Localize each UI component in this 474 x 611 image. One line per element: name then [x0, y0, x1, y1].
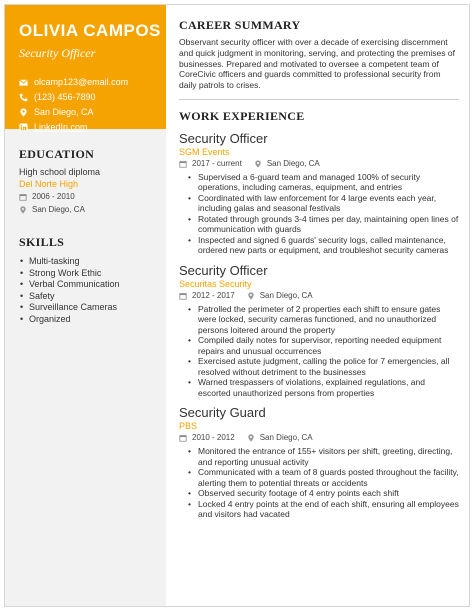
- header-banner: [5, 5, 166, 132]
- job-bullet: • Rotated through grounds 3-4 times per day, maintaining open lines of communication with guards: [179, 214, 459, 235]
- calendar-icon: [19, 193, 27, 201]
- job-dates: 2017 - current: [192, 158, 242, 168]
- education-dates-row: [19, 192, 166, 202]
- summary-text: Observant security officer with over a decade of exercising discernment and quick judgment in monitoring, serving, and protecting the premises of businesses. Prepared and motivated to oversee a competent team of CoreCivic officers and guards committed to professional security from daily patrols to crises.: [179, 37, 455, 91]
- contact-phone[interactable]: [19, 90, 166, 105]
- job-bullets: [179, 304, 459, 399]
- job-bullet: • Compiled daily notes for supervisor, reporting needed equipment repairs and unusual occurrences: [179, 335, 459, 356]
- location-pin-icon: [247, 292, 255, 300]
- skills-section: [5, 215, 166, 325]
- contact-list: [19, 75, 166, 135]
- job-entry: [179, 131, 459, 256]
- section-divider: [179, 99, 459, 100]
- job-bullet: • Locked 4 entry points at the end of each shift, ensuring all employees and visitors had vacated: [179, 499, 459, 520]
- education-location-row: [19, 205, 166, 215]
- email-text: olcamp123@email.com: [34, 77, 129, 87]
- job-title: Security Guard: [179, 405, 266, 421]
- job-bullet: • Monitored the entrance of 155+ visitors per shift, greeting, directing, and reporting unusual activity: [179, 446, 459, 467]
- job-bullet: • Communicated with a team of 8 guards posted throughout the facility, alerting them to potential threats or accidents: [179, 467, 459, 488]
- candidate-name: OLIVIA CAMPOS: [19, 21, 161, 40]
- location-pin-icon: [19, 108, 28, 117]
- job-title: Security Officer: [179, 130, 268, 146]
- phone-text: (123) 456-7890: [34, 92, 96, 102]
- education-degree: High school diploma: [19, 167, 101, 177]
- job-location: San Diego, CA: [259, 433, 313, 443]
- education-school: Del Norte High: [19, 179, 79, 189]
- job-dates: 2010 - 2012: [192, 433, 235, 443]
- candidate-role: Security Officer: [19, 46, 96, 60]
- skills-list: [19, 256, 166, 325]
- job-meta: [179, 433, 459, 443]
- job-entry: [179, 263, 459, 399]
- job-bullet: • Coordinated with law enforcement for 4 large events each year, including galas and seasonal festivals: [179, 193, 459, 214]
- phone-icon: [19, 93, 28, 102]
- job-bullet: • Observed security footage of 4 entry points each shift: [179, 488, 459, 499]
- calendar-icon: [179, 434, 187, 442]
- skill-item: • Safety: [19, 291, 166, 303]
- job-bullet: • Supervised a 6-guard team and managed 100% of security operations, including cameras, equipment, and entries: [179, 172, 459, 193]
- summary-title: CAREER SUMMARY: [179, 18, 301, 32]
- skill-item: • Verbal Communication: [19, 279, 166, 291]
- job-title: Security Officer: [179, 262, 268, 278]
- job-bullet: • Warned trespassers of violations, explained regulations, and escorted unauthorized persons from properties: [179, 377, 459, 398]
- education-dates: 2006 - 2010: [32, 192, 75, 201]
- location-pin-icon: [247, 434, 255, 442]
- job-bullet: • Exercised astute judgment, calling the police for 7 emergencies, all resolved without detriment to the businesses: [179, 356, 459, 377]
- job-location: San Diego, CA: [266, 158, 320, 168]
- location-text: San Diego, CA: [34, 107, 94, 117]
- main-column: [179, 18, 459, 520]
- education-title: EDUCATION: [19, 147, 95, 161]
- location-pin-icon: [254, 160, 262, 168]
- job-company: PBS: [179, 421, 198, 432]
- job-company: SGM Events: [179, 146, 230, 157]
- contact-linkedin[interactable]: [19, 120, 166, 135]
- job-location: San Diego, CA: [259, 290, 313, 300]
- skill-item: • Surveillance Cameras: [19, 302, 166, 314]
- skills-title: SKILLS: [19, 235, 65, 249]
- skill-item: • Organized: [19, 314, 166, 326]
- job-entry: [179, 405, 459, 520]
- education-section: [5, 129, 166, 215]
- linkedin-icon: [19, 123, 28, 132]
- job-bullets: [179, 172, 459, 256]
- skill-item: • Multi-tasking: [19, 256, 166, 268]
- calendar-icon: [179, 292, 187, 300]
- linkedin-link[interactable]: LinkedIn.com: [34, 122, 88, 132]
- job-bullets: [179, 446, 459, 520]
- location-pin-icon: [19, 206, 27, 214]
- job-bullet: • Patrolled the perimeter of 2 properties each shift to ensure gates were locked, security cameras functioned, and no unauthorized persons loitered around the property: [179, 304, 459, 336]
- email-icon: [19, 78, 28, 87]
- education-location: San Diego, CA: [32, 205, 85, 214]
- experience-title: WORK EXPERIENCE: [179, 108, 305, 123]
- sidebar: [5, 5, 166, 606]
- contact-location: [19, 105, 166, 120]
- contact-email[interactable]: [19, 75, 166, 90]
- job-company: Securitas Security: [179, 278, 252, 289]
- job-meta: [179, 291, 459, 301]
- calendar-icon: [179, 160, 187, 168]
- job-dates: 2012 - 2017: [192, 290, 235, 300]
- skill-item: • Strong Work Ethic: [19, 268, 166, 280]
- job-bullet: • Inspected and signed 6 guards' security logs, called maintenance, ordered new parts or equipment, and troubleshot security cameras: [179, 235, 459, 256]
- job-meta: [179, 159, 459, 169]
